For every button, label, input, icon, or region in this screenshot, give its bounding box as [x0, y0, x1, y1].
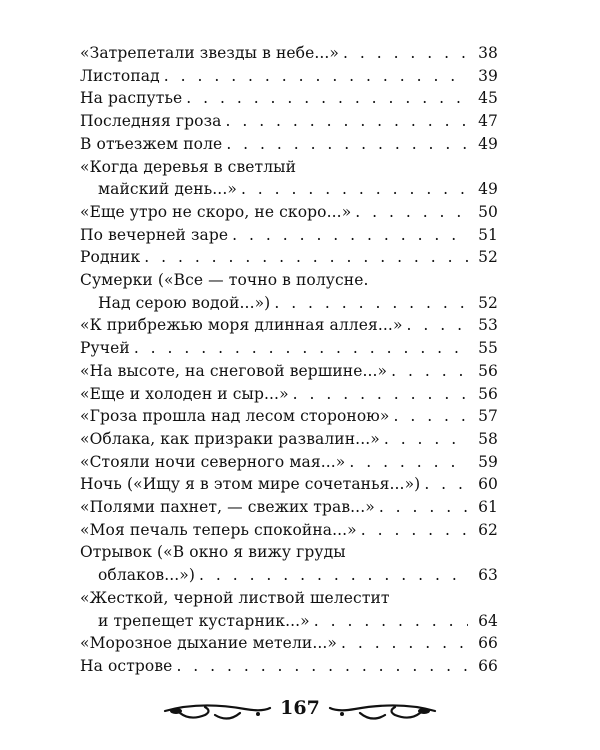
toc-entry — [80, 246, 498, 269]
toc-entry — [80, 451, 498, 474]
dot-leader — [407, 314, 468, 337]
toc-entry-page: 60 — [478, 475, 498, 494]
toc-entry-page: 53 — [478, 316, 498, 335]
toc-entry — [80, 224, 498, 247]
toc-entry-last-line — [80, 178, 498, 201]
dot-leader — [424, 473, 468, 496]
toc-entry — [80, 428, 498, 451]
dot-leader — [176, 655, 468, 678]
dot-leader — [164, 65, 468, 88]
dot-leader — [293, 383, 468, 406]
dot-leader — [393, 405, 468, 428]
dot-leader — [232, 224, 468, 247]
dot-leader — [355, 201, 468, 224]
toc-entry-page: 52 — [478, 248, 498, 267]
dot-leader — [341, 632, 468, 655]
dot-leader — [274, 292, 468, 315]
toc-entry — [80, 269, 498, 314]
toc-entry-title: На острове — [80, 656, 173, 675]
dot-leader — [144, 246, 468, 269]
toc-entry-title-line: «Когда деревья в светлый — [80, 157, 297, 176]
toc-entry-page: 63 — [478, 566, 498, 585]
toc-entry-page: 51 — [478, 225, 498, 244]
dot-leader — [349, 451, 468, 474]
dot-leader — [186, 87, 468, 110]
page-number: 167 — [280, 697, 320, 719]
toc-entry-title: «Морозное дыхание метели...» — [80, 634, 337, 653]
toc-entry-page: 52 — [478, 293, 498, 312]
toc-entry — [80, 632, 498, 655]
toc-entry-page: 39 — [478, 66, 498, 85]
dot-leader — [199, 564, 468, 587]
toc-entry — [80, 42, 498, 65]
toc-entry — [80, 156, 498, 201]
toc-entry — [80, 496, 498, 519]
toc-entry-page: 59 — [478, 452, 498, 471]
toc-entry — [80, 65, 498, 88]
toc-entry-title: «Облака, как призраки развалин...» — [80, 429, 380, 448]
toc-entry-title: «На высоте, на снеговой вершине...» — [80, 361, 388, 380]
dot-leader — [225, 110, 468, 133]
toc-entry-title: и трепещет кустарник...» — [98, 611, 310, 630]
toc-entry-title: Родник — [80, 248, 141, 267]
page-footer — [0, 695, 600, 725]
toc-entry — [80, 201, 498, 224]
toc-entry — [80, 133, 498, 156]
dot-leader — [241, 178, 468, 201]
toc-entry — [80, 360, 498, 383]
toc-entry-title: «Моя печаль теперь спокойна...» — [80, 520, 357, 539]
toc-entry-title: «Затрепетали звезды в небе...» — [80, 44, 340, 62]
dot-leader — [343, 42, 468, 65]
toc-entry-title: облаков...») — [98, 566, 196, 585]
toc-entry-last-line — [80, 610, 498, 633]
toc-entry-title: Над серою водой...») — [98, 293, 271, 312]
toc-entry — [80, 314, 498, 337]
toc-entry-page: 62 — [478, 520, 498, 539]
toc-entry-title: По вечерней заре — [80, 225, 229, 244]
toc-entry-page: 50 — [478, 202, 498, 221]
toc-entry-page: 38 — [478, 44, 498, 62]
toc-entry-title: Ручей — [80, 339, 130, 358]
toc-entry — [80, 519, 498, 542]
dot-leader — [226, 133, 468, 156]
toc-entry-title: В отъезжем поле — [80, 134, 223, 153]
toc-entry-title: На распутье — [80, 89, 183, 108]
toc-entry-title-line: Отрывок («В окно я вижу груды — [80, 543, 346, 562]
dot-leader — [314, 610, 468, 633]
dot-leader — [134, 337, 468, 360]
toc-entry-title: «Еще утро не скоро, не скоро...» — [80, 202, 352, 221]
table-of-contents — [80, 42, 498, 678]
toc-entry — [80, 337, 498, 360]
toc-entry-page: 58 — [478, 429, 498, 448]
toc-entry-page: 66 — [478, 634, 498, 653]
toc-entry — [80, 405, 498, 428]
toc-entry-last-line — [80, 564, 498, 587]
toc-entry-title: «К прибрежью моря длинная аллея...» — [80, 316, 403, 335]
toc-entry-page: 64 — [478, 611, 498, 630]
toc-entry-page: 57 — [478, 407, 498, 426]
toc-entry-title-line: «Жесткой, черной листвой шелестит — [80, 588, 390, 607]
toc-entry-page: 56 — [478, 384, 498, 403]
toc-entry-last-line — [80, 292, 498, 315]
toc-entry-title: Листопад — [80, 66, 160, 85]
toc-entry — [80, 655, 498, 678]
toc-entry — [80, 383, 498, 406]
toc-entry — [80, 587, 498, 632]
toc-entry-title: «Гроза прошла над лесом стороною» — [80, 407, 390, 426]
toc-entry-page: 49 — [478, 180, 498, 199]
dot-leader — [361, 519, 468, 542]
toc-entry-title: «Полями пахнет, — свежих трав...» — [80, 498, 375, 517]
dot-leader — [391, 360, 468, 383]
toc-entry-title: «Еще и холоден и сыр...» — [80, 384, 289, 403]
toc-entry-title: Ночь («Ищу я в этом мире сочетанья...») — [80, 475, 421, 494]
toc-entry — [80, 110, 498, 133]
toc-entry-page: 56 — [478, 361, 498, 380]
toc-entry-title: Последняя гроза — [80, 112, 222, 131]
toc-entry-page: 45 — [478, 89, 498, 108]
toc-entry-title-line: Сумерки («Все — точно в полусне. — [80, 271, 369, 290]
toc-entry — [80, 473, 498, 496]
toc-entry-title: майский день...» — [98, 180, 237, 199]
toc-entry-page: 49 — [478, 134, 498, 153]
toc-entry-page: 55 — [478, 339, 498, 358]
toc-entry-page: 66 — [478, 656, 498, 675]
toc-entry — [80, 87, 498, 110]
toc-entry-title: «Стояли ночи северного мая...» — [80, 452, 346, 471]
toc-entry-page: 47 — [478, 112, 498, 131]
dot-leader — [379, 496, 468, 519]
toc-entry — [80, 541, 498, 586]
toc-entry-page: 61 — [478, 498, 498, 517]
dot-leader — [384, 428, 468, 451]
